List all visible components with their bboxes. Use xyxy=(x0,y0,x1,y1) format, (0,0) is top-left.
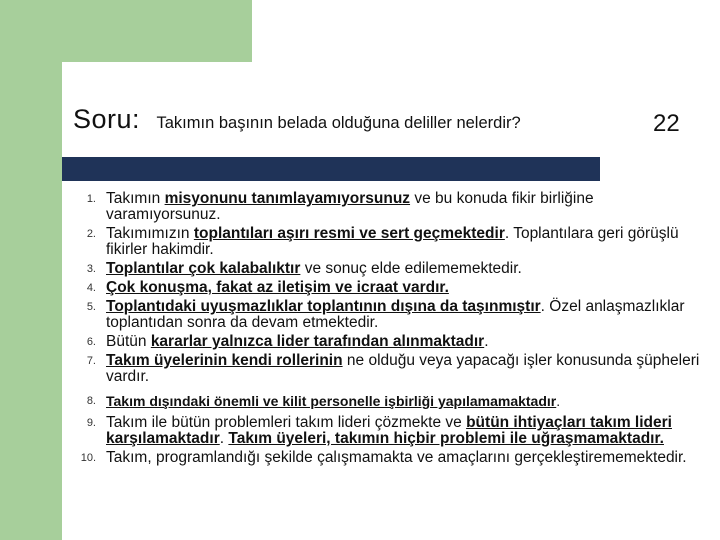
item-text: ve sonuç elde edilememektedir. xyxy=(300,260,522,277)
item-text: Bütün xyxy=(106,333,151,350)
list-item-number: 8. xyxy=(86,395,96,407)
emphasized-text: Takım üyeleri, takımın hiçbir problemi ile uğraşmamaktadır. xyxy=(228,430,664,447)
title-divider-bar xyxy=(62,157,600,181)
list-item xyxy=(70,280,710,296)
list-item-number: 1. xyxy=(86,193,96,205)
item-text: . xyxy=(556,393,561,409)
title-label: Soru: xyxy=(73,104,141,134)
list-item xyxy=(70,226,710,258)
item-text: Takım, programlandığı şekilde çalışmamakta ve amaçlarını gerçekleştirememektedir. xyxy=(106,449,687,466)
list-item xyxy=(70,299,710,331)
item-text: Takım ile bütün problemleri takım lideri çözmekte ve xyxy=(106,414,467,431)
list-item xyxy=(70,415,710,447)
list-item-number: 2. xyxy=(86,228,96,240)
emphasized-text: Takım üyelerinin kendi rollerinin xyxy=(106,352,343,369)
item-text: . xyxy=(484,333,489,350)
emphasized-text: Toplantıdaki uyuşmazlıklar toplantının dışına da taşınmıştır xyxy=(106,298,541,315)
list-item xyxy=(70,261,710,277)
emphasized-text: Çok konuşma, fakat az iletişim ve icraat vardır. xyxy=(106,279,449,296)
list-item-number: 5. xyxy=(86,301,96,313)
emphasized-text: Takım dışındaki önemli ve kilit personelle işbirliği yapılamamaktadır xyxy=(106,393,557,409)
item-text: ne olduğu veya yapacağı işler konusunda şüpheleri vardır. xyxy=(106,352,700,385)
item-text: . Toplantılara geri görüşlü fikirler hakimdir. xyxy=(106,225,679,258)
item-text: Takımın xyxy=(106,190,165,207)
list-item xyxy=(70,353,710,385)
item-text: . xyxy=(219,430,229,447)
green-sidebar xyxy=(0,0,62,540)
list-item-number: 7. xyxy=(86,355,96,367)
list-item-number: 6. xyxy=(86,336,96,348)
list-item xyxy=(70,393,710,409)
list-item xyxy=(70,334,710,350)
emphasized-text: bütün ihtiyaçları takım lideri karşılamaktadır xyxy=(106,414,672,447)
item-text: Takımımızın xyxy=(106,225,194,242)
item-text: . Özel anlaşmazlıklar toplantıdan sonra da devam etmektedir. xyxy=(106,298,685,331)
emphasized-text: toplantıları aşırı resmi ve sert geçmektedir xyxy=(193,225,505,242)
title-question: Takımın başının belada olduğuna deliller nelerdir? xyxy=(156,114,521,132)
list-item xyxy=(70,450,710,466)
list-item-number: 4. xyxy=(86,282,96,294)
emphasized-text: Toplantılar çok kalabalıktır xyxy=(106,260,301,277)
list-item xyxy=(70,191,710,223)
slide-title xyxy=(73,104,713,150)
list-item-number: 3. xyxy=(86,263,96,275)
item-text: ve bu konuda fikir birliğine varamıyorsunuz. xyxy=(106,190,594,223)
emphasized-text: kararlar yalnızca lider tarafından alınmaktadır xyxy=(150,333,485,350)
evidence-list xyxy=(70,191,710,469)
slide-number: 22 xyxy=(653,110,680,137)
list-item-number: 9. xyxy=(86,417,96,429)
list-item-number: 10. xyxy=(80,452,96,464)
green-corner-block xyxy=(0,0,252,62)
emphasized-text: misyonunu tanımlayamıyorsunuz xyxy=(164,190,411,207)
